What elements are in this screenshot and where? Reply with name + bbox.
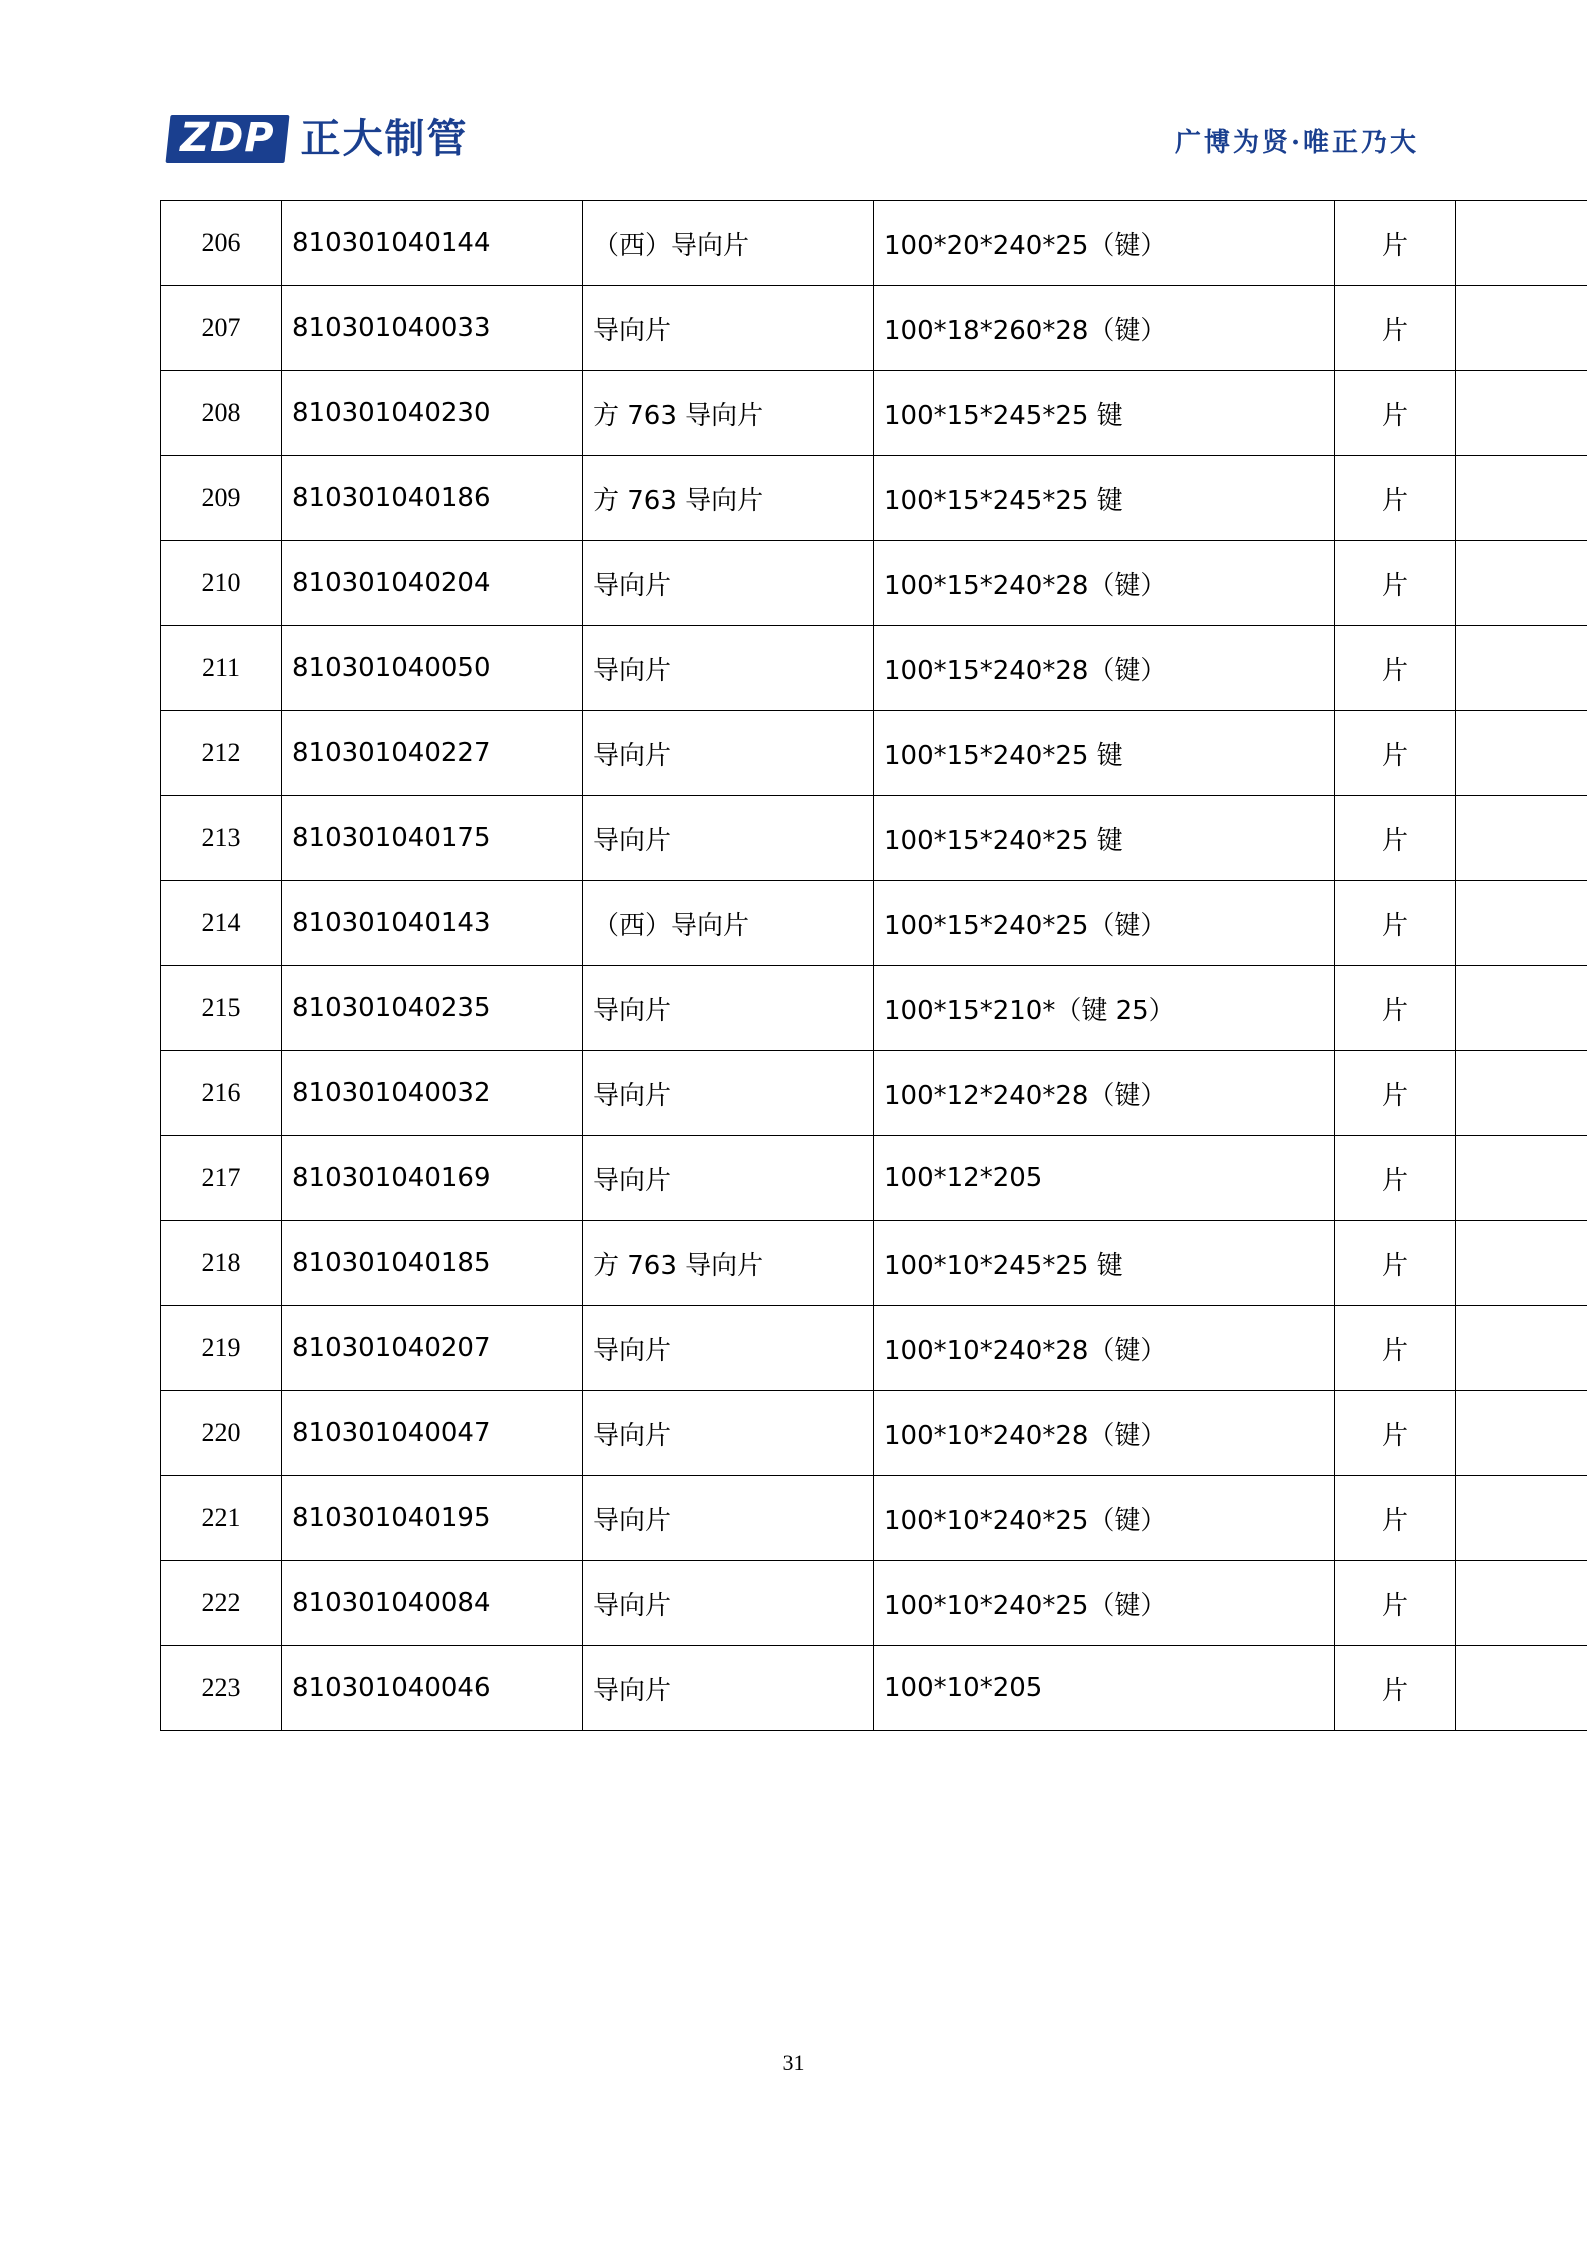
parts-table-wrapper [160, 200, 1430, 1731]
cell-code: 810301040204 [282, 541, 583, 626]
cell-spec: 100*12*205 [874, 1136, 1335, 1221]
table-row [161, 1646, 1587, 1731]
cell-code: 810301040235 [282, 966, 583, 1051]
parts-table-body [161, 201, 1587, 1731]
cell-spec: 100*10*205 [874, 1646, 1335, 1731]
table-row [161, 966, 1587, 1051]
cell-name: 方 763 导向片 [583, 1221, 874, 1306]
cell-code: 810301040144 [282, 201, 583, 286]
cell-blank [1456, 881, 1587, 966]
cell-code: 810301040169 [282, 1136, 583, 1221]
cell-spec: 100*15*245*25 键 [874, 456, 1335, 541]
cell-spec: 100*20*240*25（键） [874, 201, 1335, 286]
cell-spec: 100*15*240*25 键 [874, 796, 1335, 881]
cell-index: 216 [161, 1051, 282, 1136]
cell-code: 810301040230 [282, 371, 583, 456]
cell-unit: 片 [1335, 881, 1456, 966]
table-row [161, 371, 1587, 456]
cell-unit: 片 [1335, 711, 1456, 796]
cell-unit: 片 [1335, 456, 1456, 541]
cell-unit: 片 [1335, 1221, 1456, 1306]
logo-badge-text: ZDP [180, 115, 275, 161]
cell-unit: 片 [1335, 1646, 1456, 1731]
cell-unit: 片 [1335, 541, 1456, 626]
cell-code: 810301040227 [282, 711, 583, 796]
cell-index: 207 [161, 286, 282, 371]
cell-code: 810301040185 [282, 1221, 583, 1306]
cell-blank [1456, 541, 1587, 626]
cell-blank [1456, 456, 1587, 541]
table-row [161, 1306, 1587, 1391]
cell-index: 214 [161, 881, 282, 966]
cell-unit: 片 [1335, 796, 1456, 881]
cell-unit: 片 [1335, 201, 1456, 286]
cell-name: 导向片 [583, 1051, 874, 1136]
cell-index: 221 [161, 1476, 282, 1561]
cell-index: 217 [161, 1136, 282, 1221]
cell-spec: 100*10*240*25（键） [874, 1561, 1335, 1646]
cell-name: 导向片 [583, 1561, 874, 1646]
cell-spec: 100*10*240*28（键） [874, 1306, 1335, 1391]
cell-name: 导向片 [583, 1306, 874, 1391]
cell-index: 209 [161, 456, 282, 541]
table-row [161, 626, 1587, 711]
cell-spec: 100*15*240*25（键） [874, 881, 1335, 966]
cell-spec: 100*10*245*25 键 [874, 1221, 1335, 1306]
cell-unit: 片 [1335, 1306, 1456, 1391]
cell-blank [1456, 286, 1587, 371]
cell-unit: 片 [1335, 1561, 1456, 1646]
cell-blank [1456, 1646, 1587, 1731]
page-header [168, 108, 1419, 178]
logo-badge-icon [165, 115, 289, 163]
cell-name: 导向片 [583, 711, 874, 796]
table-row [161, 711, 1587, 796]
cell-index: 206 [161, 201, 282, 286]
table-row [161, 1051, 1587, 1136]
cell-code: 810301040047 [282, 1391, 583, 1476]
cell-unit: 片 [1335, 1476, 1456, 1561]
cell-code: 810301040195 [282, 1476, 583, 1561]
table-row [161, 1561, 1587, 1646]
cell-blank [1456, 1221, 1587, 1306]
table-row [161, 201, 1587, 286]
cell-blank [1456, 711, 1587, 796]
cell-spec: 100*12*240*28（键） [874, 1051, 1335, 1136]
cell-code: 810301040175 [282, 796, 583, 881]
company-logo [168, 108, 469, 170]
cell-spec: 100*15*210*（键 25） [874, 966, 1335, 1051]
cell-name: 导向片 [583, 1646, 874, 1731]
cell-code: 810301040186 [282, 456, 583, 541]
cell-index: 223 [161, 1646, 282, 1731]
cell-code: 810301040084 [282, 1561, 583, 1646]
cell-blank [1456, 626, 1587, 711]
cell-index: 222 [161, 1561, 282, 1646]
cell-unit: 片 [1335, 626, 1456, 711]
cell-blank [1456, 1136, 1587, 1221]
cell-unit: 片 [1335, 1391, 1456, 1476]
table-row [161, 456, 1587, 541]
cell-code: 810301040033 [282, 286, 583, 371]
cell-name: 导向片 [583, 286, 874, 371]
cell-unit: 片 [1335, 286, 1456, 371]
cell-spec: 100*15*240*25 键 [874, 711, 1335, 796]
cell-blank [1456, 966, 1587, 1051]
cell-unit: 片 [1335, 1051, 1456, 1136]
cell-name: 导向片 [583, 1391, 874, 1476]
cell-spec: 100*10*240*25（键） [874, 1476, 1335, 1561]
cell-blank [1456, 1306, 1587, 1391]
cell-code: 810301040032 [282, 1051, 583, 1136]
table-row [161, 1136, 1587, 1221]
cell-blank [1456, 796, 1587, 881]
table-row [161, 1391, 1587, 1476]
cell-unit: 片 [1335, 1136, 1456, 1221]
cell-blank [1456, 1561, 1587, 1646]
cell-code: 810301040143 [282, 881, 583, 966]
cell-blank [1456, 1051, 1587, 1136]
cell-index: 210 [161, 541, 282, 626]
table-row [161, 1221, 1587, 1306]
cell-index: 220 [161, 1391, 282, 1476]
table-row [161, 1476, 1587, 1561]
cell-spec: 100*18*260*28（键） [874, 286, 1335, 371]
logo-company-name: 正大制管 [300, 116, 469, 162]
cell-index: 215 [161, 966, 282, 1051]
table-row [161, 881, 1587, 966]
cell-unit: 片 [1335, 371, 1456, 456]
cell-code: 810301040050 [282, 626, 583, 711]
cell-name: （西）导向片 [583, 201, 874, 286]
cell-name: 导向片 [583, 1136, 874, 1221]
cell-name: （西）导向片 [583, 881, 874, 966]
cell-index: 212 [161, 711, 282, 796]
cell-spec: 100*15*245*25 键 [874, 371, 1335, 456]
table-row [161, 286, 1587, 371]
cell-blank [1456, 201, 1587, 286]
cell-name: 导向片 [583, 796, 874, 881]
cell-code: 810301040207 [282, 1306, 583, 1391]
cell-unit: 片 [1335, 966, 1456, 1051]
cell-code: 810301040046 [282, 1646, 583, 1731]
cell-index: 208 [161, 371, 282, 456]
company-slogan: 广博为贤·唯正乃大 [1174, 128, 1419, 158]
cell-blank [1456, 1391, 1587, 1476]
cell-name: 导向片 [583, 541, 874, 626]
cell-index: 219 [161, 1306, 282, 1391]
cell-index: 218 [161, 1221, 282, 1306]
table-row [161, 796, 1587, 881]
cell-name: 方 763 导向片 [583, 371, 874, 456]
cell-blank [1456, 1476, 1587, 1561]
cell-blank [1456, 371, 1587, 456]
cell-name: 导向片 [583, 626, 874, 711]
page-number: 31 [782, 2050, 805, 2075]
cell-index: 213 [161, 796, 282, 881]
cell-name: 方 763 导向片 [583, 456, 874, 541]
cell-spec: 100*15*240*28（键） [874, 541, 1335, 626]
parts-table [160, 200, 1587, 1731]
table-row [161, 541, 1587, 626]
cell-spec: 100*15*240*28（键） [874, 626, 1335, 711]
cell-spec: 100*10*240*28（键） [874, 1391, 1335, 1476]
cell-name: 导向片 [583, 1476, 874, 1561]
cell-name: 导向片 [583, 966, 874, 1051]
cell-index: 211 [161, 626, 282, 711]
